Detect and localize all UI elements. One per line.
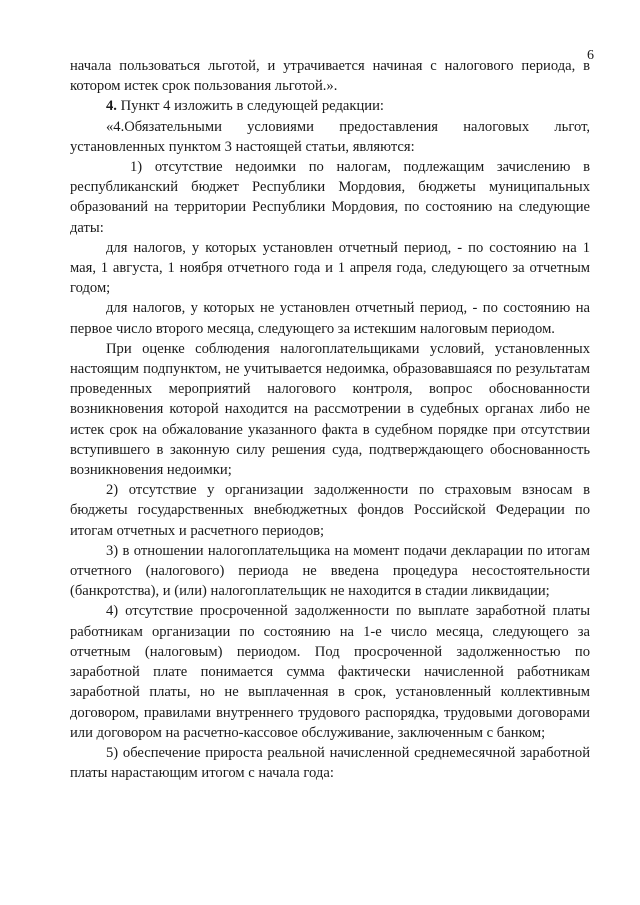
paragraph-conditions-intro: «4.Обязательными условиями предоставления налоговых льгот, установленных пунктом 3 настоящей статьи, являются: [70, 118, 590, 155]
paragraph-assessment: При оценке соблюдения налогоплательщиками условий, установленных настоящим подпунктом, не учитывается недоимка, образовавшаяся по результатам проведенных мероприятий налогового контроля, вопрос обоснованности возникновения которой находится на рассмотрении в судебных органах либо не истек срок на обжалование указанного факта в судебном порядке при отсутствии вступившего в законную силу решения суда, подтверждающего обоснованность возникновения недоимки; [70, 340, 590, 479]
item-number: 4. [106, 98, 117, 115]
paragraph-condition-1-reporting: для налогов, у которых установлен отчетный период, - по состоянию на 1 мая, 1 августа, 1 ноября отчетного года и 1 апреля года, следующего за отчетным годом; [70, 239, 590, 297]
paragraph-condition-1: 1) отсутствие недоимки по налогам, подлежащим зачислению в республиканский бюджет Республики Мордовия, бюджеты муниципальных образований на территории Республики Мордовия, по состоянию на следующие даты: [70, 159, 590, 236]
item-heading-text: Пункт 4 изложить в следующей редакции: [120, 98, 384, 115]
page-number: 6 [587, 48, 594, 63]
paragraph-continuation: начала пользоваться льготой, и утрачивается начиная с налогового периода, в котором истек срок пользования льготой.». [70, 58, 590, 95]
paragraph-condition-2: 2) отсутствие у организации задолженности по страховым взносам в бюджеты государственных внебюджетных фондов Российской Федерации по итогам отчетных и расчетного периодов; [70, 482, 590, 539]
document-body [70, 56, 590, 783]
paragraph-condition-1-no-reporting: для налогов, у которых не установлен отчетный период, - по состоянию на первое число второго месяца, следующего за истекшим налоговым периодом. [70, 300, 590, 337]
paragraph-condition-4: 4) отсутствие просроченной задолженности по выплате заработной платы работникам организации по состоянию на 1-е число месяца, следующего за отчетным (налоговым) периодом. Под просроченной задолженностью по заработной плате понимается сумма фактически начисленной работникам заработной платы, но не выплаченная в срок, установленный коллективным договором, правилами внутреннего трудового распорядка, трудовыми договорами или договором на расчетно-кассовое обслуживание, заключенным с банком; [70, 603, 590, 741]
paragraph-item-heading [70, 96, 590, 116]
paragraph-condition-5: 5) обеспечение прироста реальной начисленной среднемесячной заработной платы нарастающим итогом с начала года: [70, 744, 590, 782]
paragraph-condition-3: 3) в отношении налогоплательщика на момент подачи декларации по итогам отчетного (налогового) периода не введена процедура несостоятельности (банкротства), и (или) налогоплательщик не находится в стадии ликвидации; [70, 542, 590, 600]
